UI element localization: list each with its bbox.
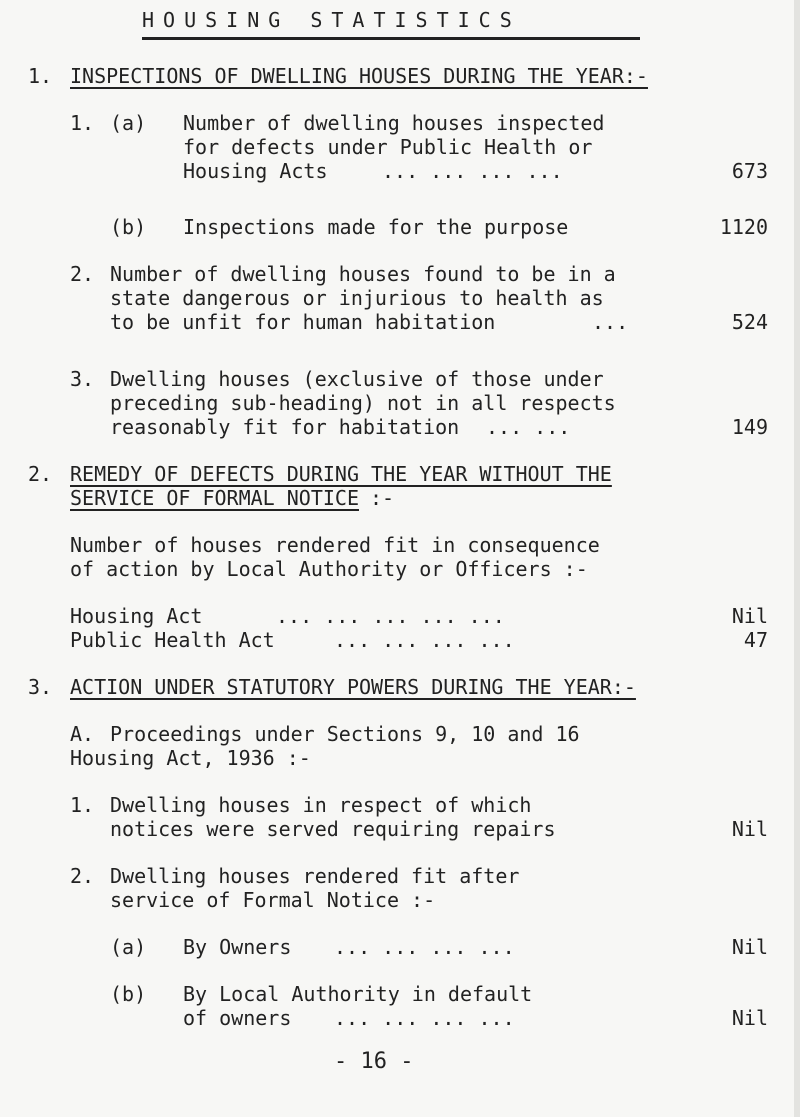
item-1a-line3: Housing Acts [183,159,328,183]
s3-item-1-line1: Dwelling houses in respect of which [110,793,532,817]
s3-item-2-line1: Dwelling houses rendered fit after [110,864,520,888]
section-1-number: 1. [28,64,53,88]
s3-item-2a-text: By Owners [183,935,292,959]
page-edge [794,0,800,1117]
s3-item-2a-dots: ... ... ... ... [334,935,515,959]
table-row-dots: ... ... ... ... ... [276,604,505,628]
section-2-intro-line2: of action by Local Authority or Officers :- [70,557,588,581]
table-row-dots: ... ... ... ... [334,628,515,652]
item-2-value: 524 [731,310,768,334]
s3-item-2b-label: (b) [110,982,147,1006]
s3-item-2a-label: (a) [110,935,147,959]
table-row-label: Public Health Act [70,628,275,652]
item-2-number: 2. [70,262,95,286]
item-1a-value: 673 [731,159,768,183]
table-row-label: Housing Act [70,604,203,628]
item-3-line1: Dwelling houses (exclusive of those under [110,367,604,391]
subsection-a-label: A. [70,722,95,746]
s3-item-2-number: 2. [70,864,95,888]
item-3-number: 3. [70,367,95,391]
section-2-heading-suffix: :- [370,486,395,510]
item-3-value: 149 [731,415,768,439]
item-2-line3: to be unfit for human habitation [110,310,496,334]
subsection-a-line1: Proceedings under Sections 9, 10 and 16 [110,722,580,746]
s3-item-1-line2: notices were served requiring repairs [110,817,556,841]
section-2-intro-line1: Number of houses rendered fit in consequence [70,533,600,557]
table-row-value: 47 [743,628,768,652]
subsection-a-line2: Housing Act, 1936 :- [70,746,311,770]
section-2-heading-line2: SERVICE OF FORMAL NOTICE [70,486,359,510]
title-underline [142,37,640,40]
section-1-heading: INSPECTIONS OF DWELLING HOUSES DURING THE YEAR:- [70,64,648,88]
section-3-heading: ACTION UNDER STATUTORY POWERS DURING THE YEAR:- [70,675,636,699]
item-1b-value: 1120 [719,215,768,239]
item-2-line2: state dangerous or injurious to health as [110,286,604,310]
page-number: - 16 - [334,1049,414,1074]
item-1-number: 1. [70,111,95,135]
s3-item-2b-line1: By Local Authority in default [183,982,533,1006]
s3-item-2b-line2: of owners [183,1006,292,1030]
section-2-number: 2. [28,462,53,486]
section-3-number: 3. [28,675,53,699]
section-2-heading-line1: REMEDY OF DEFECTS DURING THE YEAR WITHOUT THE [70,462,612,486]
item-1a-label: (a) [110,111,147,135]
s3-item-2-line2: service of Formal Notice :- [110,888,436,912]
item-2-line1: Number of dwelling houses found to be in a [110,262,616,286]
item-3-line3: reasonably fit for habitation [110,415,460,439]
s3-item-2b-value: Nil [731,1006,768,1030]
item-3-line2: preceding sub-heading) not in all respects [110,391,616,415]
table-row-value: Nil [731,604,768,628]
item-2-dots: ... [592,310,629,334]
item-1a-line1: Number of dwelling houses inspected [183,111,605,135]
s3-item-2b-dots: ... ... ... ... [334,1006,515,1030]
s3-item-1-number: 1. [70,793,95,817]
item-1b-label: (b) [110,215,147,239]
item-1b-text: Inspections made for the purpose [183,215,569,239]
item-1a-dots: ... ... ... ... [382,159,563,183]
item-1a-line2: for defects under Public Health or [183,135,593,159]
s3-item-1-value: Nil [731,817,768,841]
s3-item-2a-value: Nil [731,935,768,959]
page-title: HOUSING STATISTICS [142,8,521,32]
item-3-dots: ... ... [486,415,571,439]
